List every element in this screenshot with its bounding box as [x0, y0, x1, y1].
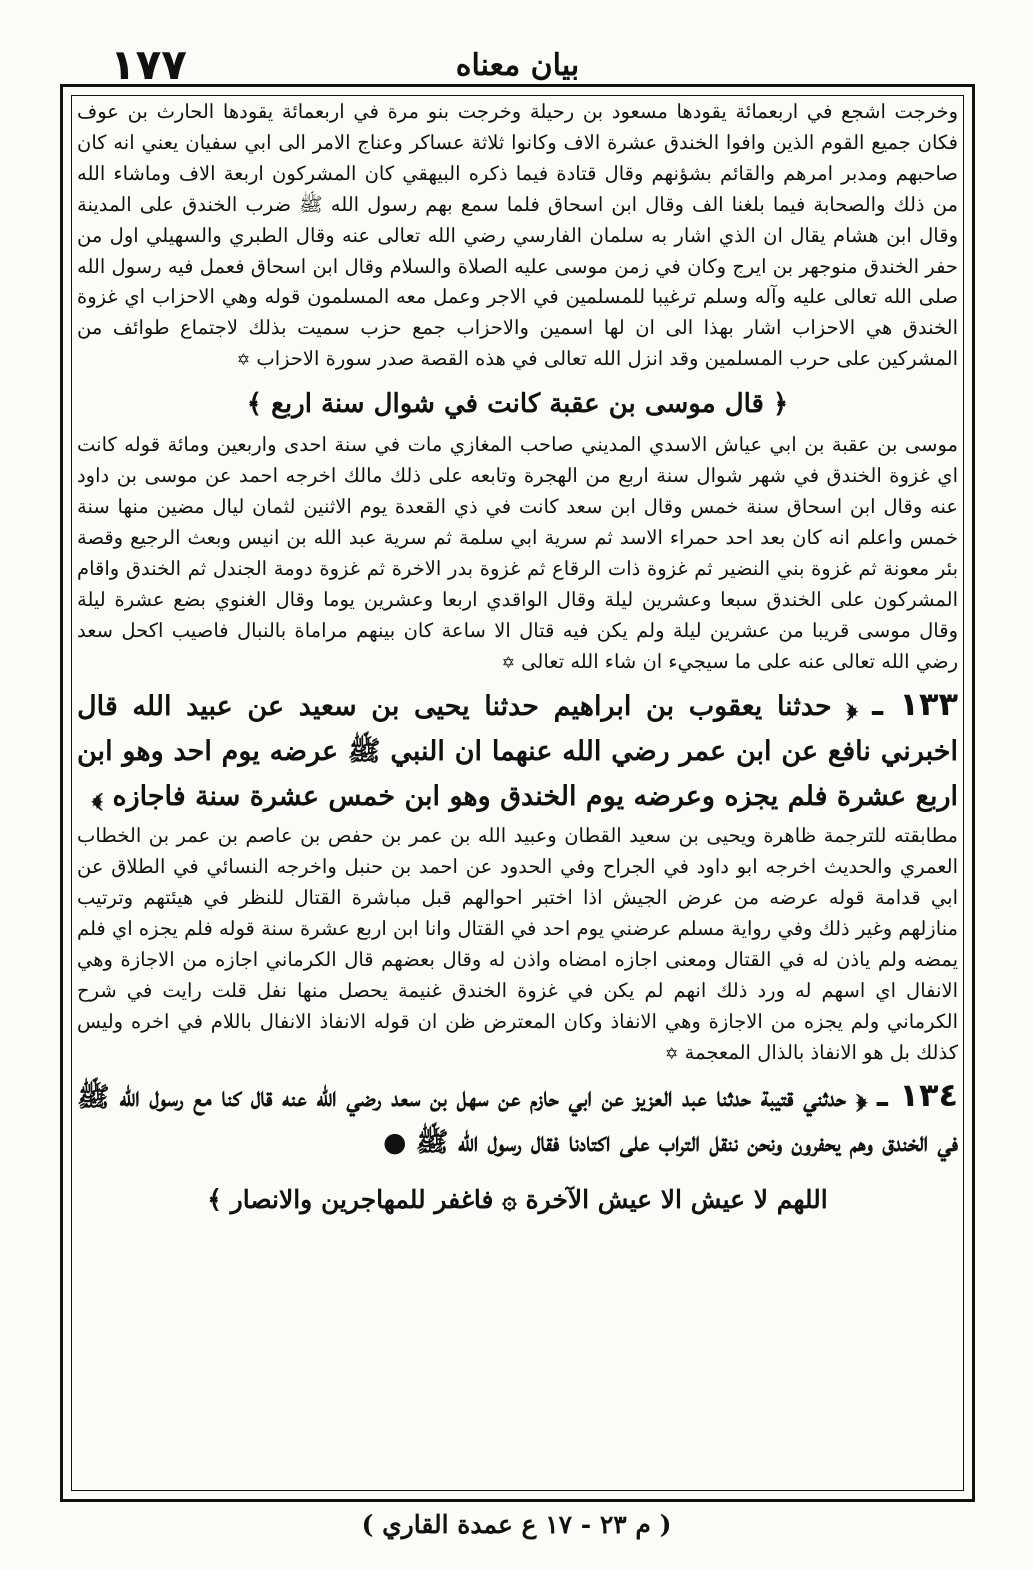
page-frame [60, 84, 975, 1502]
commentary-paragraph [77, 430, 958, 678]
commentary-text: موسى بن عقبة بن ابي عياش الاسدي المديني صاحب المغازي مات في سنة احدى واربعين ومائة قوله كانت اي غزوة الخندق في شهر شوال سنة اربع من الهجرة وتابعه على ذلك مالك اخرجه احمد عن موسى بن داود عنه وقال ابن اسحاق سنة خمس وقال ابن سعد كانت في ذي القعدة يوم الاثنين لثمان ليال مضين منها سنة خمس واعلم انه كان بعد احد حمراء الاسد ثم سرية ابي سلمة ثم سرية عبد الله بن انيس وبعث الرجيع وقصة بئر معونة ثم غزوة بني النضير ثم غزوة ذات الرقاع ثم غزوة بدر الاخرة ثم غزوة دومة الجندل ثم الخندق واقام المشركون على الخندق سبعا وعشرين ليلة وقال الواقدي اربعا وعشرين يوما وقال الغنوي بضع عشرة ليلة وقال موسى قريبا من عشرين ليلة ولم يكن فيه قتال الا ساعة كان بينهم مراماة بالنبال فاصيب اكحل سعد رضي الله تعالى عنه على ما سيجيء ان شاء الله تعالى [77, 433, 958, 673]
page-number: ١٧٧ [110, 40, 187, 89]
end-mark-icon: ✡ [501, 652, 515, 672]
text-block [77, 97, 958, 1491]
footer-signature: ( م ٢٣ - ١٧ ع عمدة القاري ) [361, 1510, 672, 1539]
commentary-paragraph [77, 97, 958, 376]
hadith-paragraph: ١٣٤ ـ ﴿ حدثني قتيبة حدثنا عبد العزيز عن ابي حازم عن سهل بن سعد رضي الله عنه قال كنا مع رسول الله ﷺ في الخندق وهم يحفرون ونحن ننقل التراب على اكتادنا فقال رسول الله ﷺ ● [77, 1076, 958, 1159]
hadith-text: حدثني قتيبة حدثنا عبد العزيز عن ابي حازم عن سهل بن سعد رضي الله عنه قال كنا مع رسول الله ﷺ في الخندق وهم يحفرون ونحن ننقل التراب على اكتادنا فقال رسول الله ﷺ [77, 1082, 958, 1159]
running-title: بيان معناه [455, 48, 580, 83]
section-heading: ﴿ قال موسى بن عقبة كانت في شوال سنة اربع ﴾ [246, 389, 789, 420]
commentary-paragraph [77, 821, 958, 1069]
heading-text: قال موسى بن عقبة كانت في شوال سنة اربع [271, 389, 764, 420]
hadith-number: ١٣٤ ـ [876, 1076, 958, 1115]
verse-text: اللهم لا عيش الا عيش الآخرة ۞ فاغفر للمهاجرين والانصار [230, 1184, 828, 1214]
commentary-text: مطابقته للترجمة ظاهرة ويحيى بن سعيد القطان وعبيد الله بن عمر بن حفص بن عاصم بن عمر بن الخطاب العمري والحديث اخرجه ابو داود في الجراح وفي الحدود عن احمد بن حنبل واخرجه النسائي في الطلاق عن ابي قدامة قوله عرضه من عرض الجيش اذا اختبر احوالهم قبل مباشرة القتال للنظر في هيئتهم وترتيب منازلهم وغير ذلك وفي رواية مسلم عرضني يوم احد في القتال وانا ابن اربع عشرة سنة قوله فلم يجزه اي فلم يمضه ولم ياذن له في القتال ومعنى اجازه امضاه واذن له وقال بعضهم قال الكرماني اجازه من الاجازة وهي الانفال اي اسهم له ورد ذلك انهم لم يكن في غزوة الخندق غنيمة يحصل منها نفل قلت رايت في شرح الكرماني ولم يجزه من الاجازة وهي الانفاذ وكان المعترض ظن ان قوله الانفاذ الانفال باللام في اخره وليس كذلك بل هو الانفاذ بالذال المعجمة [77, 824, 958, 1064]
hadith-text: حدثنا يعقوب بن ابراهيم حدثنا يحيى بن سعيد عن عبيد الله قال اخبرني نافع عن ابن عمر رضي الله عنهما ان النبي ﷺ عرضه يوم احد وهو ابن اربع عشرة فلم يجزه وعرضه يوم الخندق وهو ابن خمس عشرة سنة فاجازه [77, 691, 958, 812]
commentary-text: وخرجت اشجع في اربعمائة يقودها مسعود بن رحيلة وخرجت بنو مرة في اربعمائة يقودها الحارث بن عوف فكان جميع القوم الذين وافوا الخندق عشرة الاف وكانوا ثلاثة عساكر وعناج الامر الى ابي سفيان يعني انه كان صاحبهم ومدبر امرهم والقائم بشؤنهم وقال قتادة فيما ذكره البيهقي كان المشركون اربعة الاف وماشاء الله من ذلك والصحابة فيما بلغنا الف وقال ابن اسحاق فلما سمع بهم رسول الله ﷺ ضرب الخندق على المدينة وقال ابن هشام يقال ان الذي اشار به سلمان الفارسي رضي الله تعالى عنه وقال الطبري والسهيلي اول من حفر الخندق منوجهر بن ايرج وكان في زمن موسى عليه الصلاة والسلام وقال ابن اسحاق فعمل فيه رسول الله صلى الله تعالى عليه وآله وسلم ترغيبا للمسلمين في الاجر وعمل معه المسلمون قوله وهي الاحزاب اي غزوة الخندق هي الاحزاب اشار بهذا الى ان لها اسمين والاحزاب جمع حزب سميت بذلك لاجتماع طوائف من المشركين على حرب المسلمين وقد انزل الله تعالى في هذه القصة صدر سورة الاحزاب [77, 100, 958, 371]
hadith-number: ١٣٣ ـ [872, 685, 958, 724]
hadith-paragraph: ١٣٣ ـ ﴿ حدثنا يعقوب بن ابراهيم حدثنا يحيى بن سعيد عن عبيد الله قال اخبرني نافع عن ابن عمر رضي الله عنهما ان النبي ﷺ عرضه يوم احد وهو ابن اربع عشرة فلم يجزه وعرضه يوم الخندق وهو ابن خمس عشرة سنة فاجازه ﴾ [77, 685, 958, 812]
end-mark-icon: ✡ [665, 1043, 679, 1063]
end-mark-icon: ✡ [236, 350, 251, 370]
verse-line: اللهم لا عيش الا عيش الآخرة ۞ فاغفر للمهاجرين والانصار ﴾ [207, 1184, 828, 1214]
